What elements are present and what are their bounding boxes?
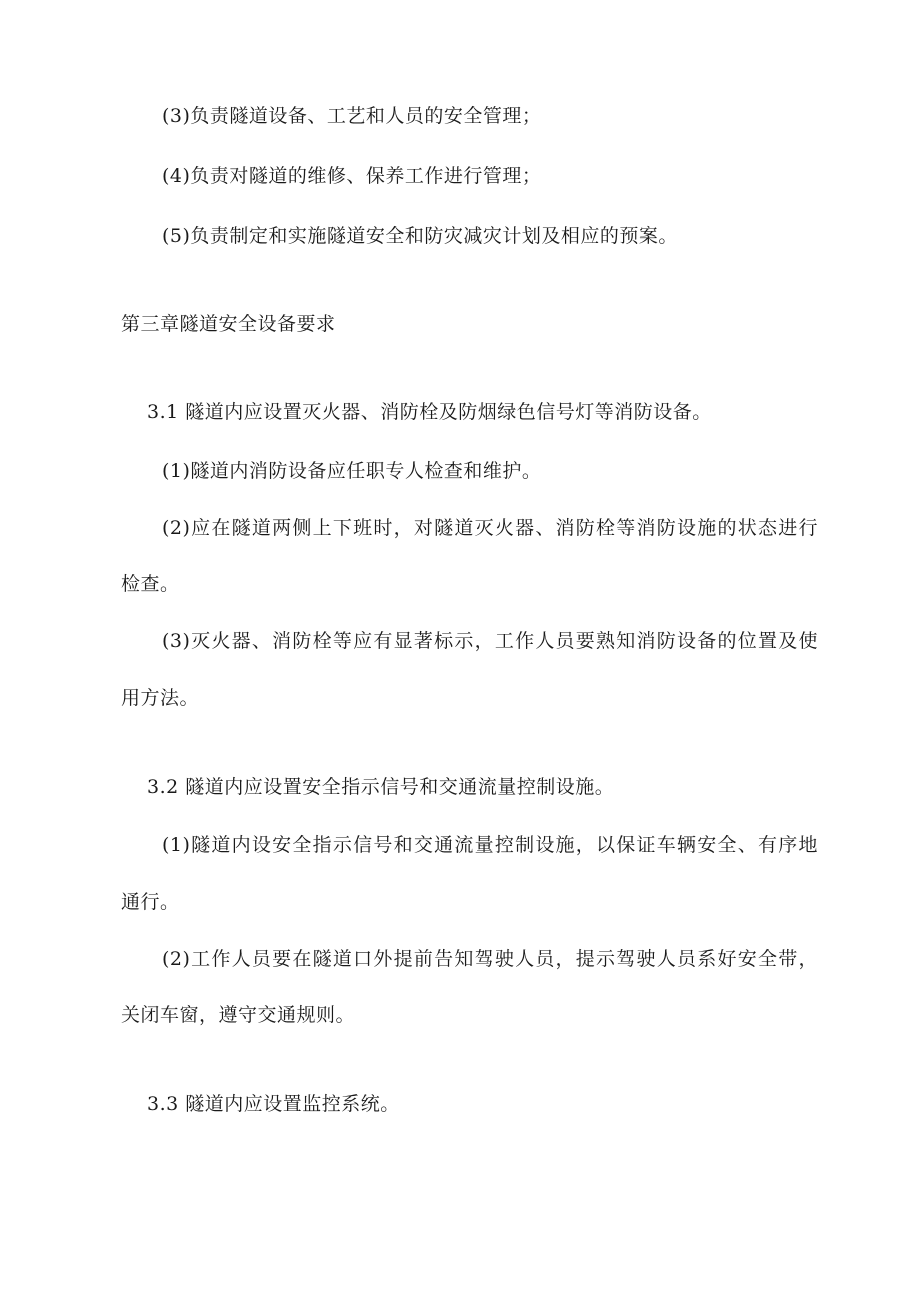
chapter-title: 第三章隧道安全设备要求 [121, 313, 336, 335]
section-3-1-paragraph-2-line-1: (2)应在隧道两侧上下班时，对隧道灭火器、消防栓等消防设施的状态进行 [162, 517, 818, 539]
section-3-2-paragraph-2-line-2: 关闭车窗，遵守交通规则。 [121, 1004, 356, 1026]
responsibility-item-4: (4)负责对隧道的维修、保养工作进行管理； [162, 165, 542, 187]
section-3-2-paragraph-1-line-2: 通行。 [121, 891, 180, 913]
section-3-1-paragraph-3-line-1: (3)灭火器、消防栓等应有显著标示，工作人员要熟知消防设备的位置及使 [162, 630, 818, 652]
section-3-1-heading: 3.1 隧道内应设置灭火器、消防栓及防烟绿色信号灯等消防设备。 [147, 401, 712, 423]
section-3-2-paragraph-2-line-1: (2)工作人员要在隧道口外提前告知驾驶人员，提示驾驶人员系好安全带， [162, 948, 818, 970]
section-3-2-heading: 3.2 隧道内应设置安全指示信号和交通流量控制设施。 [147, 776, 615, 798]
section-3-1-paragraph-1: (1)隧道内消防设备应任职专人检查和维护。 [162, 460, 542, 482]
responsibility-item-5: (5)负责制定和实施隧道安全和防灾减灾计划及相应的预案。 [162, 225, 678, 247]
section-3-1-paragraph-2-line-2: 检查。 [121, 573, 180, 595]
section-3-2-paragraph-1-line-1: (1)隧道内设安全指示信号和交通流量控制设施，以保证车辆安全、有序地 [162, 834, 818, 856]
responsibility-item-3: (3)负责隧道设备、工艺和人员的安全管理； [162, 105, 542, 127]
section-3-1-paragraph-3-line-2: 用方法。 [121, 687, 200, 709]
section-3-3-heading: 3.3 隧道内应设置监控系统。 [147, 1093, 400, 1115]
